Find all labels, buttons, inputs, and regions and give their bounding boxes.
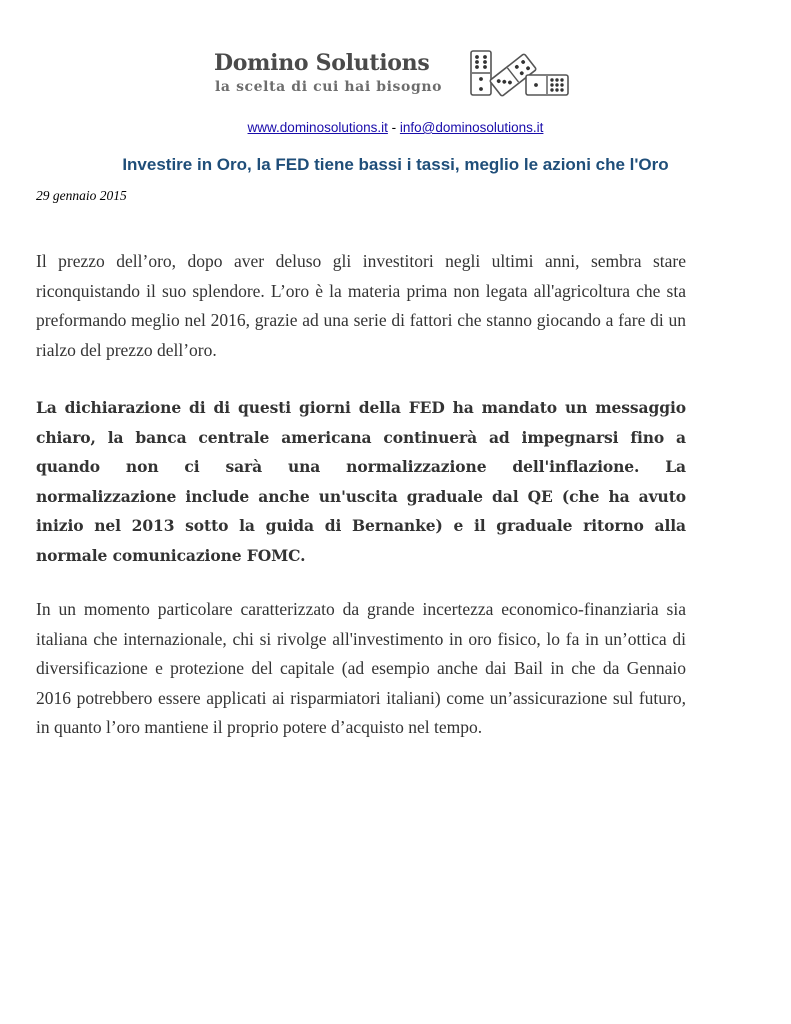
brand-tagline: la scelta di cui hai bisogno: [215, 79, 443, 95]
article-date: 29 gennaio 2015: [36, 188, 127, 203]
contact-separator: -: [391, 120, 397, 135]
article-paragraph-2: La dichiarazione di di questi giorni della FED ha mandato un messaggio chiaro, la banca centrale americana continuerà ad impegnarsi fino a quando non ci sarà una normalizzazione dell'inflazione. La normalizzazione include anche un'uscita graduale dal QE (che ha avuto inizio nel 2013 sotto la guida di Bernanke) e il graduale ritorno alla normale comunicazione FOMC.: [36, 398, 686, 565]
website-link[interactable]: www.dominosolutions.it: [247, 120, 388, 135]
contact-line: [0, 120, 791, 135]
domino-tile-horizontal: [526, 75, 568, 95]
brand-name: Domino Solutions: [214, 50, 430, 76]
article-paragraph-1: Il prezzo dell’oro, dopo aver deluso gli investitori negli ultimi anni, sembra stare riconquistando il suo splendore. L’oro è la materia prima non legata all'agricoltura che sta preformando meglio nel 2016, grazie ad una serie di fattori che stanno giocando a fare di un rialzo del prezzo dell’oro.: [36, 251, 686, 360]
domino-tiles-icon: [468, 48, 570, 100]
domino-tile-vertical: [471, 51, 491, 95]
email-link[interactable]: info@dominosolutions.it: [399, 120, 544, 135]
article-title: Investire in Oro, la FED tiene bassi i tassi, meglio le azioni che l'Oro: [122, 155, 669, 174]
article-paragraph-3: In un momento particolare caratterizzato da grande incertezza economico-finanziaria sia italiana che internazionale, chi si rivolge all'investimento in oro fisico, lo fa in un’ottica di diversificazione e protezione del capitale (ad esempio anche dai Bail in che da Gennaio 2016 potrebbero essere applicati ai risparmiatori italiani) come un’assicurazione sul futuro, in quanto l’oro mantiene il proprio potere d’acquisto nel tempo.: [36, 599, 686, 737]
company-logo: [214, 48, 574, 104]
